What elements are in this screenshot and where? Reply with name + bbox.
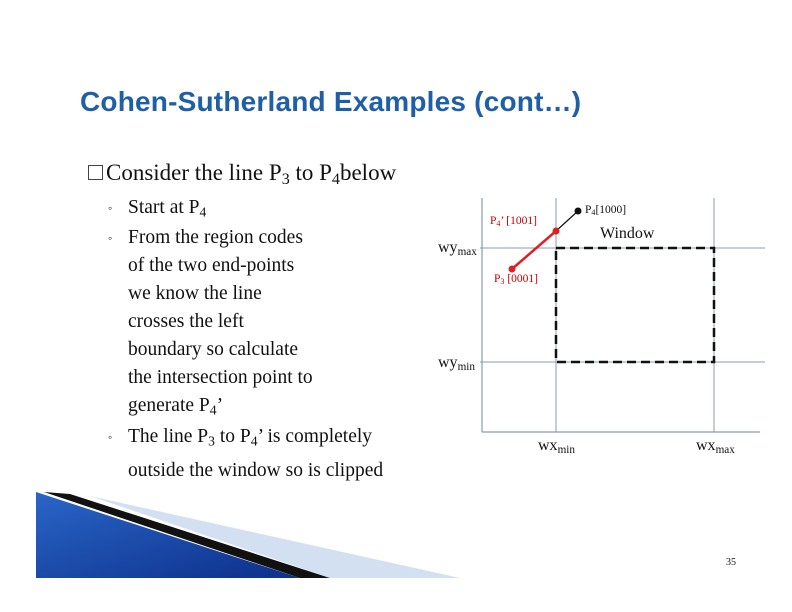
main-bullet-suffix: below xyxy=(339,160,397,185)
sub-bullet-3-line2: outside the window so is clipped xyxy=(128,460,384,482)
ring-bullet-icon: ◦ xyxy=(108,231,113,245)
wy-min-base: wy xyxy=(438,354,458,371)
sub-bullet-3-mid: to P xyxy=(214,426,251,447)
wx-min-base: wx xyxy=(538,437,558,454)
ring-bullet-icon: ◦ xyxy=(108,201,113,215)
sub-bullet-2-line7-end: ’ xyxy=(216,395,224,416)
p4-sub: 4 xyxy=(591,208,596,217)
sub-bullet-3-pre: The line P xyxy=(128,426,209,447)
p3-base: P xyxy=(494,273,501,285)
sub-bullet-2-line4: crosses the left xyxy=(128,311,244,332)
wx-min-sub: min xyxy=(557,443,575,456)
wy-max-sub: max xyxy=(457,245,477,258)
sub-bullet-2-line3: we know the line xyxy=(128,283,262,304)
wx-max-base: wx xyxy=(696,437,716,454)
main-bullet-mid: to P xyxy=(289,160,332,185)
sub-bullet-1-sub: 4 xyxy=(199,204,207,220)
page-number: 35 xyxy=(726,557,736,568)
slide-title: Cohen-Sutherland Examples (cont…) xyxy=(80,86,582,117)
sub-bullet-2-line6: the intersection point to xyxy=(128,367,313,388)
main-bullet-sub2: 4 xyxy=(331,171,340,189)
p4-prime-mark: ’ xyxy=(500,215,504,227)
sub-bullet-2-line7-sub: 4 xyxy=(209,402,217,418)
sub-bullet-3-sub2: 4 xyxy=(250,433,258,449)
sub-bullet-2-line7: generate P xyxy=(128,395,210,416)
wx-max-sub: max xyxy=(715,443,735,456)
sub-bullet-2-line1: From the region codes xyxy=(128,227,303,248)
sub-bullet-3-sub1: 3 xyxy=(208,433,215,449)
p3-code: [0001] xyxy=(504,273,538,285)
ring-bullet-icon: ◦ xyxy=(108,430,113,444)
sub-bullet-2-line5: boundary so calculate xyxy=(128,339,299,360)
p4-base: P xyxy=(585,204,592,216)
window-label: Window xyxy=(600,225,655,242)
p4-prime-sub: 4 xyxy=(496,219,501,228)
sub-bullet-3-post: ’ is completely xyxy=(257,426,373,447)
p4-prime-base: P xyxy=(490,215,497,227)
p4-prime-code: [1001] xyxy=(503,215,537,227)
wy-min-sub: min xyxy=(457,360,475,373)
main-bullet-sub1: 3 xyxy=(281,171,290,189)
main-bullet-prefix: Consider the line P xyxy=(106,160,282,185)
sub-bullet-2-line2: of the two end-points xyxy=(128,255,295,276)
p4-code: [1000] xyxy=(595,204,627,216)
wy-max-base: wy xyxy=(438,239,458,256)
p3-sub: 3 xyxy=(500,277,505,286)
sub-bullet-1-text: Start at P xyxy=(128,197,200,218)
